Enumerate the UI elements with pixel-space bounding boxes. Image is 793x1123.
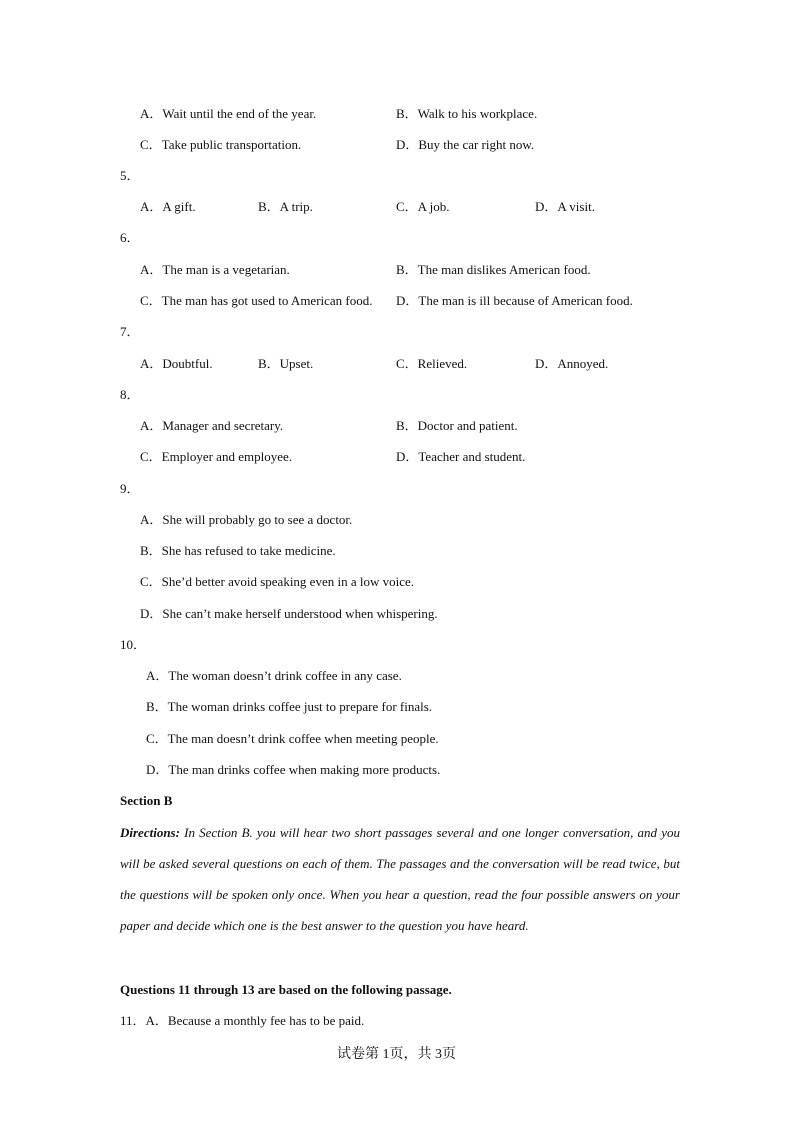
section-b-directions <box>120 817 680 941</box>
q7-number: 7． <box>120 324 140 339</box>
q5-option-d: D．A visit. <box>535 199 595 214</box>
page-footer: 试卷第 1页，共 3页 <box>337 1047 456 1062</box>
q11-option-a: 11．A．Because a monthly fee has to be paid. <box>120 1013 365 1028</box>
q10-option-b: B．The woman drinks coffee just to prepare for finals. <box>146 699 433 714</box>
q9-number: 9． <box>120 481 140 496</box>
q9-option-b: B．She has refused to take medicine. <box>140 543 336 558</box>
q7-option-a: A．Doubtful. <box>140 356 213 371</box>
q10-option-a: A．The woman doesn’t drink coffee in any case. <box>146 668 402 683</box>
q9-option-a: A．She will probably go to see a doctor. <box>140 512 353 527</box>
q8-option-b: B．Doctor and patient. <box>396 418 518 433</box>
q6-number: 6． <box>120 230 140 245</box>
q8-option-c: C．Employer and employee. <box>140 449 292 464</box>
q4-option-c: C．Take public transportation. <box>140 137 302 152</box>
q6-option-c: C．The man has got used to American food. <box>140 293 373 308</box>
q5-option-c: C．A job. <box>396 199 450 214</box>
q10-option-c: C．The man doesn’t drink coffee when meeting people. <box>146 731 439 746</box>
q5-option-a: A．A gift. <box>140 199 196 214</box>
directions-label: Directions: <box>120 825 180 840</box>
q5-number: 5． <box>120 168 140 183</box>
q10-option-d: D．The man drinks coffee when making more products. <box>146 762 441 777</box>
q4-option-d: D．Buy the car right now. <box>396 137 535 152</box>
q7-option-d: D．Annoyed. <box>535 356 609 371</box>
q6-option-a: A．The man is a vegetarian. <box>140 262 290 277</box>
directions-text: In Section B. you will hear two short passages several and one longer conversation, and you will be asked several questions on each of them. The passages and the conversation will be read twice, but the questions will be spoken only once. When you hear a question, read the four possible answers on your paper and decide which one is the best answer to the question you have heard. <box>120 825 680 933</box>
q10-number: 10． <box>120 637 147 652</box>
q7-option-b: B．Upset. <box>258 356 314 371</box>
q8-number: 8． <box>120 387 140 402</box>
q4-option-a: A．Wait until the end of the year. <box>140 106 317 121</box>
q6-option-d: D．The man is ill because of American food. <box>396 293 633 308</box>
q4-option-b: B．Walk to his workplace. <box>396 106 538 121</box>
q7-option-c: C．Relieved. <box>396 356 468 371</box>
q8-option-a: A．Manager and secretary. <box>140 418 284 433</box>
q6-option-b: B．The man dislikes American food. <box>396 262 591 277</box>
section-b-title: Section B <box>120 793 173 808</box>
passage-header: Questions 11 through 13 are based on the following passage. <box>120 982 452 997</box>
q9-option-d: D．She can’t make herself understood when whispering. <box>140 606 438 621</box>
q5-option-b: B．A trip. <box>258 199 313 214</box>
q8-option-d: D．Teacher and student. <box>396 449 526 464</box>
q9-option-c: C．She’d better avoid speaking even in a low voice. <box>140 574 415 589</box>
